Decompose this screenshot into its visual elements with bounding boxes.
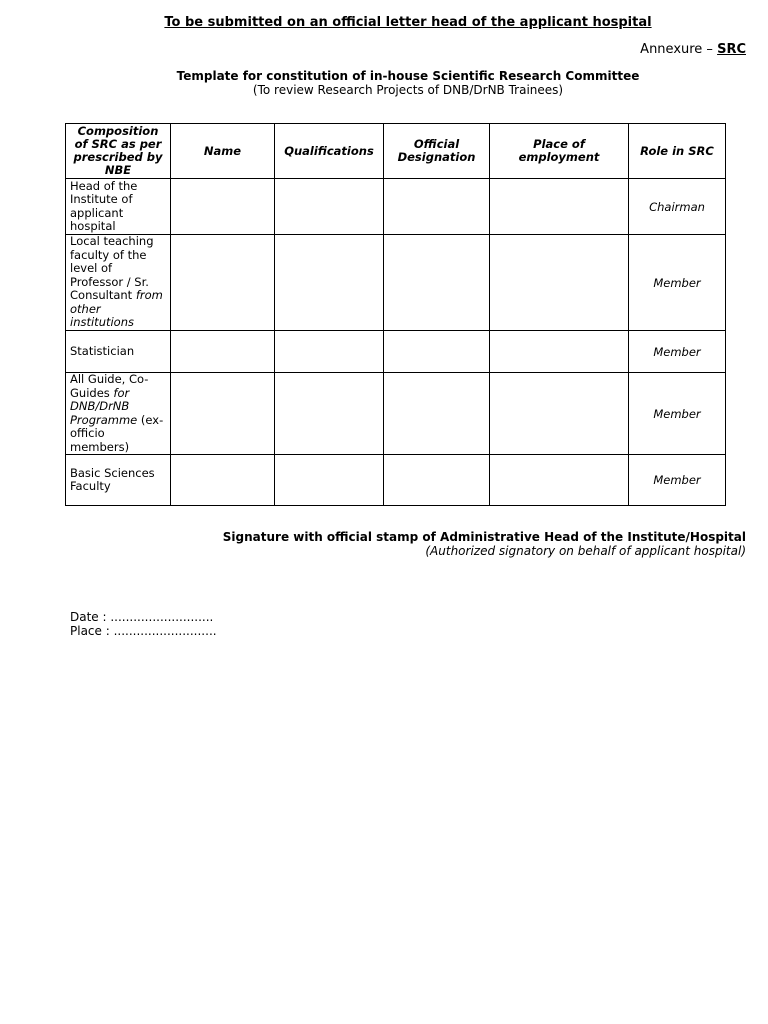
name-cell[interactable]	[171, 331, 275, 373]
qualifications-cell[interactable]	[275, 373, 384, 455]
composition-text-suffix: (ex-officio members)	[70, 412, 164, 454]
table-header-row	[66, 124, 726, 179]
header-qualifications: Qualifications	[275, 124, 384, 179]
header-designation: Official Designation	[384, 124, 490, 179]
table-row	[66, 179, 726, 235]
date-field: Date : ...........................	[70, 610, 214, 624]
place-field: Place : ...........................	[70, 624, 217, 638]
header-employment: Place of employment	[490, 124, 629, 179]
annexure-prefix: Annexure –	[640, 42, 718, 57]
designation-cell[interactable]	[384, 235, 490, 331]
role-cell: Member	[629, 331, 726, 373]
qualifications-cell[interactable]	[275, 331, 384, 373]
name-cell[interactable]	[171, 373, 275, 455]
signature-subline: (Authorized signatory on behalf of applicant hospital)	[425, 544, 746, 558]
date-place-block	[70, 610, 217, 638]
designation-cell[interactable]	[384, 373, 490, 455]
table-row	[66, 373, 726, 455]
composition-text: Local teaching faculty of the level of Professor / Sr. Consultant	[70, 234, 154, 303]
composition-cell: Head of the Institute of applicant hospital	[66, 179, 171, 235]
qualifications-cell[interactable]	[275, 179, 384, 235]
employment-cell[interactable]	[490, 373, 629, 455]
header-name: Name	[171, 124, 275, 179]
submission-note: To be submitted on an official letter head of the applicant hospital	[164, 15, 652, 30]
composition-cell: Statistician	[66, 331, 171, 373]
signature-line: Signature with official stamp of Administrative Head of the Institute/Hospital	[222, 530, 746, 544]
name-cell[interactable]	[171, 455, 275, 506]
name-cell[interactable]	[171, 179, 275, 235]
qualifications-cell[interactable]	[275, 455, 384, 506]
designation-cell[interactable]	[384, 455, 490, 506]
composition-italic-text: for DNB/DrNB Programme	[70, 385, 138, 427]
designation-cell[interactable]	[384, 179, 490, 235]
role-cell: Member	[629, 235, 726, 331]
table-row	[66, 331, 726, 373]
employment-cell[interactable]	[490, 331, 629, 373]
qualifications-cell[interactable]	[275, 235, 384, 331]
composition-text: All Guide, Co-Guides	[70, 372, 149, 400]
role-cell: Chairman	[629, 179, 726, 235]
template-subtitle: (To review Research Projects of DNB/DrNB Trainees)	[252, 83, 564, 97]
annexure-code: SRC	[717, 42, 746, 57]
header-composition: Composition of SRC as per prescribed by NBE	[66, 124, 171, 179]
table-row	[66, 235, 726, 331]
composition-cell	[66, 235, 171, 331]
role-cell: Member	[629, 373, 726, 455]
employment-cell[interactable]	[490, 455, 629, 506]
name-cell[interactable]	[171, 235, 275, 331]
employment-cell[interactable]	[490, 179, 629, 235]
template-title: Template for constitution of in-house Scientific Research Committee	[176, 69, 640, 83]
composition-cell: Basic Sciences Faculty	[66, 455, 171, 506]
src-composition-table	[65, 123, 726, 506]
header-role: Role in SRC	[629, 124, 726, 179]
composition-italic-text: from other institutions	[70, 288, 163, 330]
composition-cell	[66, 373, 171, 455]
role-cell: Member	[629, 455, 726, 506]
employment-cell[interactable]	[490, 235, 629, 331]
annexure-label	[640, 42, 746, 57]
table-row	[66, 455, 726, 506]
designation-cell[interactable]	[384, 331, 490, 373]
